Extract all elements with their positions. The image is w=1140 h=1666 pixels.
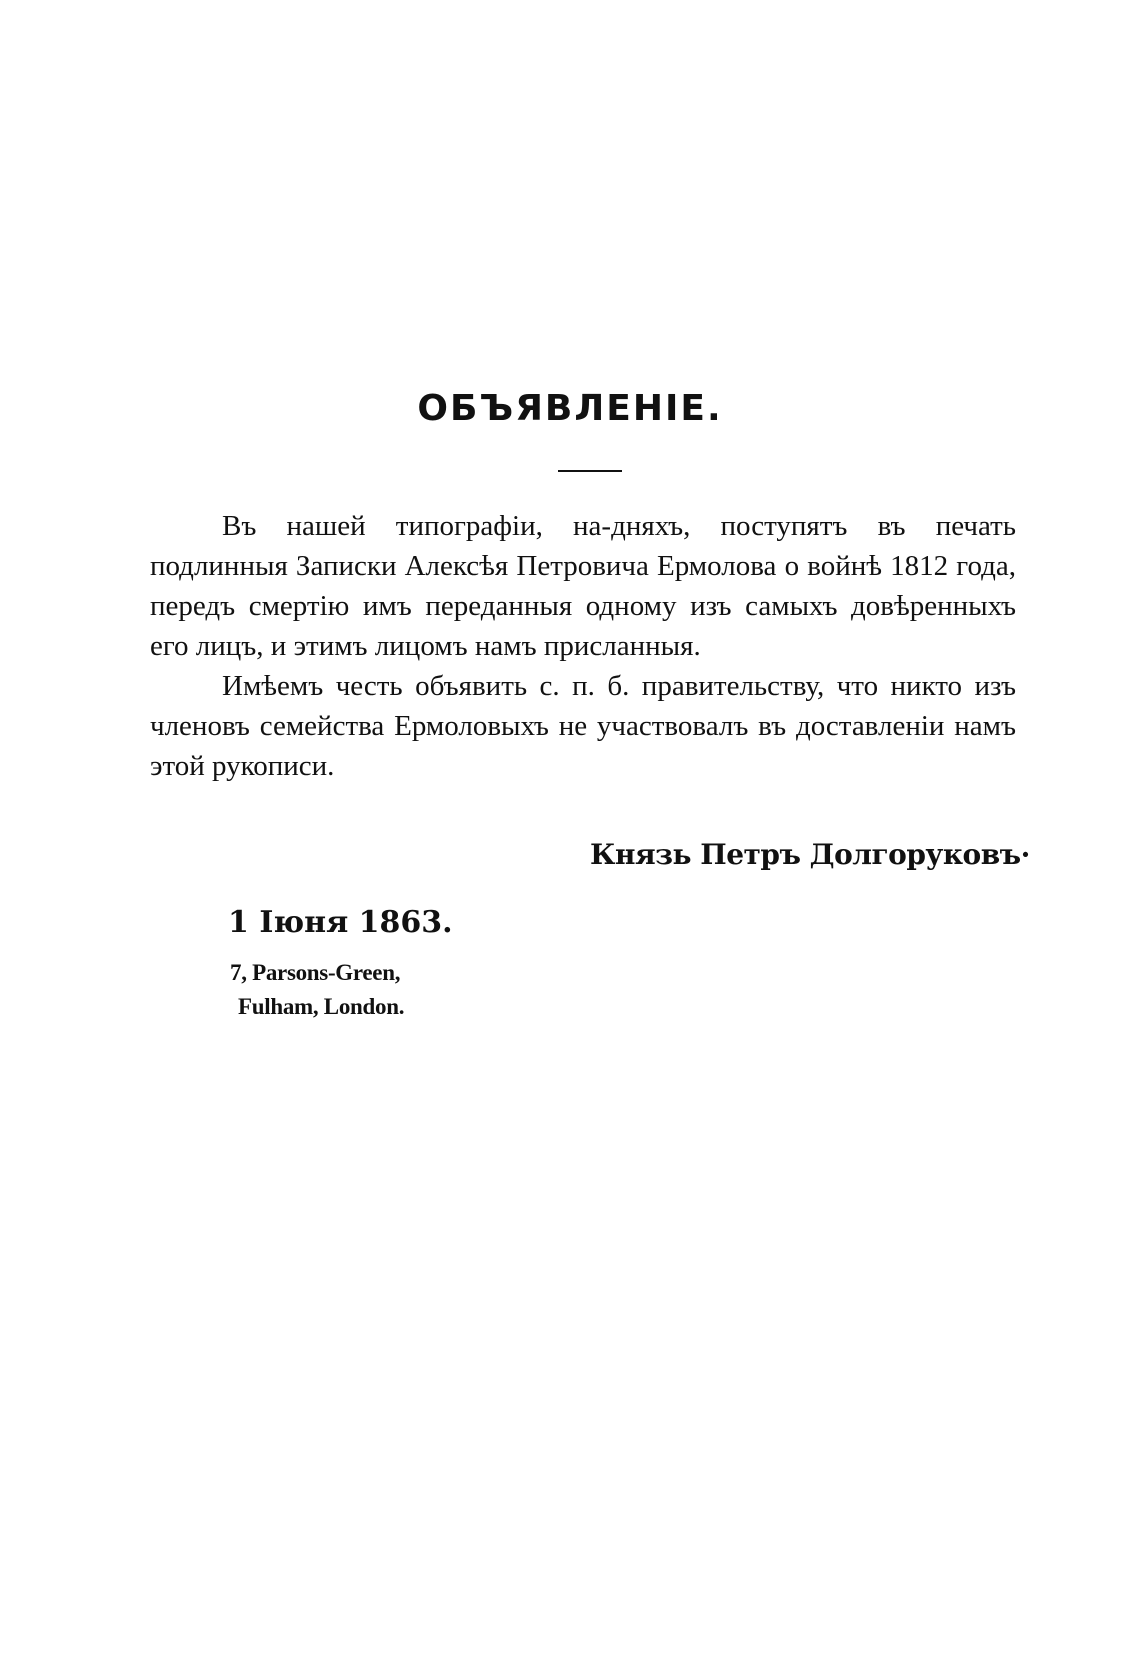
page-title: ОБЪЯВЛЕНІЕ.: [417, 388, 723, 429]
signature: Князь Петръ Долгоруковъ·: [590, 838, 1030, 871]
announcement-body: [150, 506, 1016, 786]
date: 1 Іюня 1863.: [228, 905, 453, 940]
paragraph-2: Имѣемъ честь объявить с. п. б. правительству, что никто изъ членовъ семейства Ермоловыхъ не участвовалъ въ доставленіи намъ этой рукописи.: [150, 670, 1016, 782]
address: [230, 956, 404, 1024]
address-line-2: Fulham, London.: [238, 994, 405, 1019]
address-line-1: 7, Parsons-Green,: [230, 960, 401, 985]
title-divider: [558, 470, 622, 472]
paragraph-1: Въ нашей типографіи, на-дняхъ, поступятъ въ печать подлинныя Записки Алексѣя Петровича Ермолова о войнѣ 1812 года, передъ смертію имъ переданныя одному изъ самыхъ довѣренныхъ его лицъ, и этимъ лицомъ намъ присланныя.: [150, 510, 1016, 662]
